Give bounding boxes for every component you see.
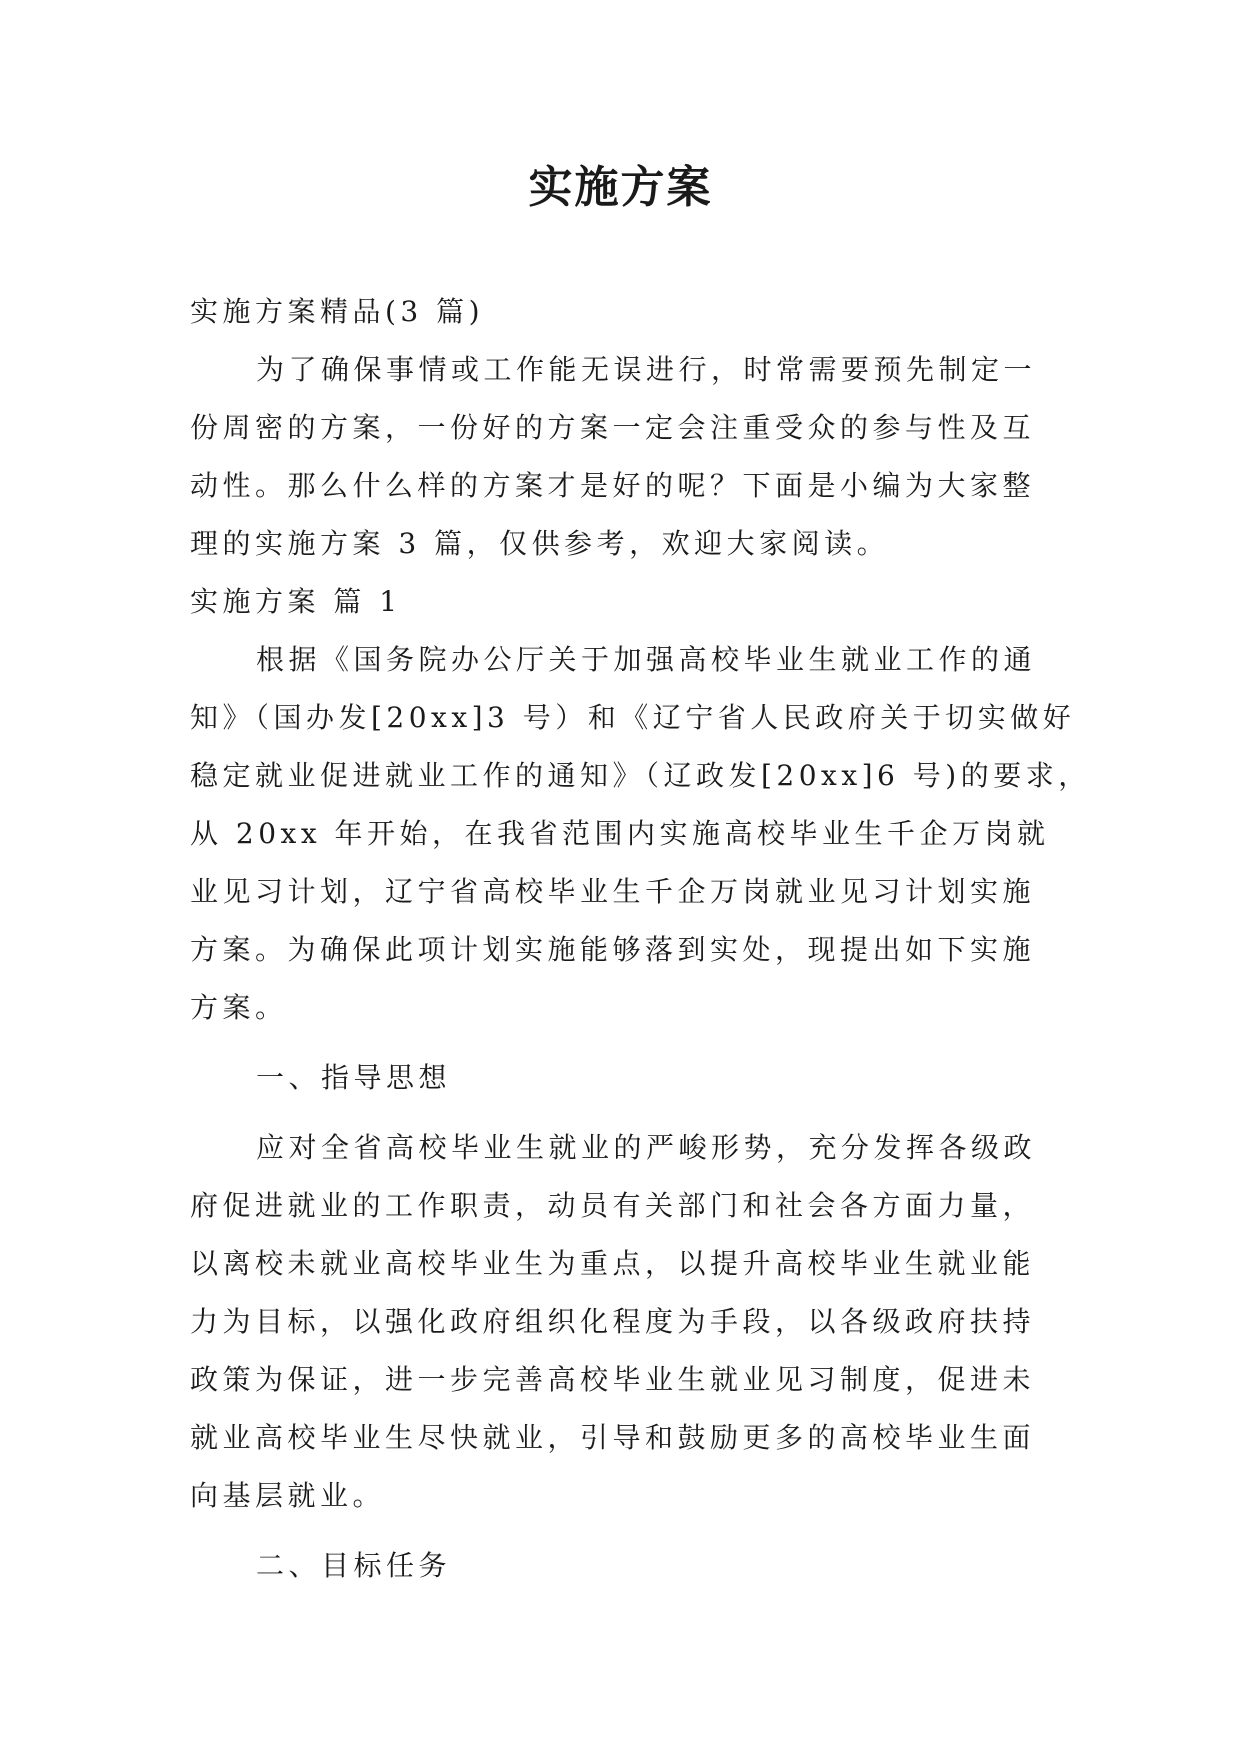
body-paragraph-line: 方案。 — [190, 991, 288, 1024]
heading-guiding-ideology: 一、指导思想 — [256, 1061, 452, 1094]
document-title: 实施方案 — [528, 162, 713, 213]
intro-paragraph-line: 为了确保事情或工作能无误进行，时常需要预先制定一 — [256, 353, 1037, 386]
body-paragraph-line: 根据《国务院办公厅关于加强高校毕业生就业工作的通 — [256, 643, 1037, 676]
intro-paragraph-line: 份周密的方案，一份好的方案一定会注重受众的参与性及互 — [190, 411, 1036, 444]
body-paragraph-line: 方案。为确保此项计划实施能够落到实处，现提出如下实施 — [190, 933, 1036, 966]
intro-paragraph-line: 动性。那么什么样的方案才是好的呢？下面是小编为大家整 — [190, 469, 1036, 502]
body-paragraph-line: 从 20xx 年开始，在我省范围内实施高校毕业生千企万岗就 — [190, 817, 1050, 850]
heading-objectives: 二、目标任务 — [256, 1549, 452, 1582]
body-paragraph-line: 就业高校毕业生尽快就业，引导和鼓励更多的高校毕业生面 — [190, 1421, 1036, 1454]
subtitle-line: 实施方案精品(3 篇) — [190, 295, 485, 328]
body-paragraph-line: 府促进就业的工作职责，动员有关部门和社会各方面力量， — [190, 1189, 1036, 1222]
section-heading-line: 实施方案 篇 1 — [190, 585, 402, 618]
body-paragraph-line: 知》（国办发[20xx]3 号）和《辽宁省人民政府关于切实做好 — [190, 701, 1076, 734]
body-paragraph-line: 业见习计划，辽宁省高校毕业生千企万岗就业见习计划实施 — [190, 875, 1036, 908]
intro-paragraph-line: 理的实施方案 3 篇，仅供参考，欢迎大家阅读。 — [190, 527, 890, 560]
document-body — [190, 283, 1091, 1595]
body-paragraph-line: 稳定就业促进就业工作的通知》（辽政发[20xx]6 号)的要求， — [190, 759, 1091, 792]
body-paragraph-line: 政策为保证，进一步完善高校毕业生就业见习制度，促进未 — [190, 1363, 1036, 1396]
body-paragraph-line: 以离校未就业高校毕业生为重点，以提升高校毕业生就业能 — [190, 1247, 1036, 1280]
body-paragraph-line: 应对全省高校毕业生就业的严峻形势，充分发挥各级政 — [256, 1131, 1037, 1164]
body-paragraph-line: 向基层就业。 — [190, 1479, 386, 1512]
body-paragraph-line: 力为目标，以强化政府组织化程度为手段，以各级政府扶持 — [190, 1305, 1036, 1338]
